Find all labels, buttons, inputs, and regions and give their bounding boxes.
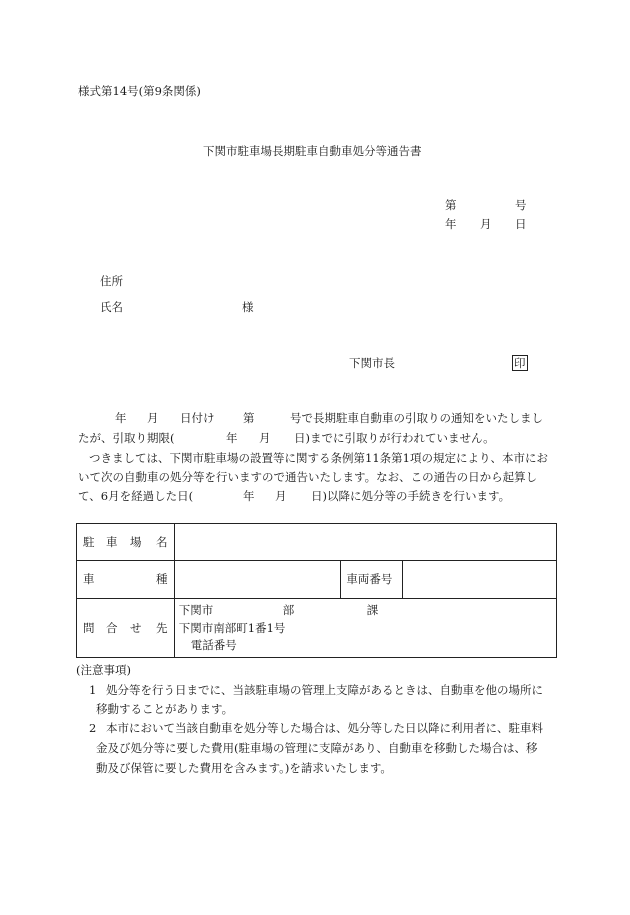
vehicle-type-value-cell xyxy=(174,561,341,599)
inquiry-city: 下関市 xyxy=(178,603,214,617)
inquiry-char4: 先 xyxy=(156,621,168,635)
parking-label-char3: 場 xyxy=(130,535,142,549)
doc-number-suffix: 号 xyxy=(515,198,527,212)
parking-label-char4: 名 xyxy=(156,535,168,549)
plate-number-label: 車両番号 xyxy=(346,572,393,586)
body-p1-dated: 日付け xyxy=(180,411,215,425)
plate-number-value-cell xyxy=(403,561,557,599)
sender-title: 下関市長 xyxy=(349,356,395,370)
inquiry-label-cell xyxy=(77,599,175,658)
date-day: 日 xyxy=(515,217,527,231)
address-label: 住所 xyxy=(100,274,123,288)
note-2-line1: 本市において当該自動車を処分等した場合は、処分等した日以降に利用者に、駐車料 xyxy=(106,721,543,735)
inquiry-char3: せ xyxy=(130,621,142,635)
inquiry-char1: 問 xyxy=(83,621,95,635)
body-p1-text: 号で長期駐車自動車の引取りの通知をいたしまし xyxy=(290,411,543,425)
note-2-number: 2 xyxy=(89,721,97,735)
honorific: 様 xyxy=(242,300,254,314)
document-title: 下関市駐車場長期駐車自動車処分等通告書 xyxy=(203,144,422,158)
inquiry-section: 課 xyxy=(366,603,379,617)
inquiry-dept: 部 xyxy=(282,603,295,617)
date-month: 月 xyxy=(480,217,492,231)
date-year: 年 xyxy=(445,217,457,231)
note-1-number: 1 xyxy=(89,683,97,697)
body-p2-l3-year: 年 xyxy=(243,489,255,503)
vehicle-type-char1: 車 xyxy=(83,572,95,586)
body-p1-l2-end: 日)までに引取りが行われていません。 xyxy=(294,431,495,445)
body-p2-l3-end: 日)以降に処分等の手続きを行います。 xyxy=(311,489,511,503)
notes-heading: (注意事項) xyxy=(76,663,131,677)
inquiry-address: 下関市南部町1番1号 xyxy=(178,621,286,635)
note-2-line3: 動及び保管に要した費用を含みます。)を請求いたします。 xyxy=(96,761,392,775)
parking-name-value-cell xyxy=(174,524,556,561)
parking-name-label-cell xyxy=(77,524,175,561)
inquiry-char2: 合 xyxy=(106,621,118,635)
vehicle-type-char2: 種 xyxy=(156,572,168,586)
body-p1-l2-text: たが、引取り期限( xyxy=(78,431,175,445)
plate-number-label-cell xyxy=(341,561,403,599)
body-p1-month: 月 xyxy=(147,411,159,425)
body-p2-l3-text: て、6月を経過した日( xyxy=(78,489,194,503)
note-2-line2: 金及び処分等に要した費用(駐車場の管理に支障があり、自動車を移動した場合は、移 xyxy=(96,741,538,755)
note-1-line2: 移動することがあります。 xyxy=(96,702,234,716)
body-p2-l2: いて次の自動車の処分等を行いますので通告いたします。なお、この通告の日から起算し xyxy=(78,470,538,484)
body-p1-no: 第 xyxy=(243,411,255,425)
body-p1-year: 年 xyxy=(115,411,127,425)
body-p2-l1: つきましては、下関市駐車場の設置等に関する条例第11条第1項の規定により、本市にお xyxy=(89,451,548,465)
name-label: 氏名 xyxy=(100,300,123,314)
parking-label-char2: 車 xyxy=(106,535,118,549)
vehicle-info-table xyxy=(76,523,557,658)
vehicle-type-label-cell xyxy=(77,561,175,599)
body-p2-l3-month: 月 xyxy=(275,489,287,503)
seal-mark: 印 xyxy=(514,356,526,370)
inquiry-phone: 電話番号 xyxy=(190,638,237,652)
form-number: 様式第14号(第9条関係) xyxy=(78,84,201,98)
doc-number-prefix: 第 xyxy=(445,198,457,212)
body-p1-l2-year: 年 xyxy=(226,431,238,445)
note-1-line1: 処分等を行う日までに、当該駐車場の管理上支障があるときは、自動車を他の場所に xyxy=(106,683,543,697)
parking-label-char1: 駐 xyxy=(83,535,95,549)
body-p1-l2-month: 月 xyxy=(259,431,271,445)
inquiry-value-cell xyxy=(174,599,556,658)
